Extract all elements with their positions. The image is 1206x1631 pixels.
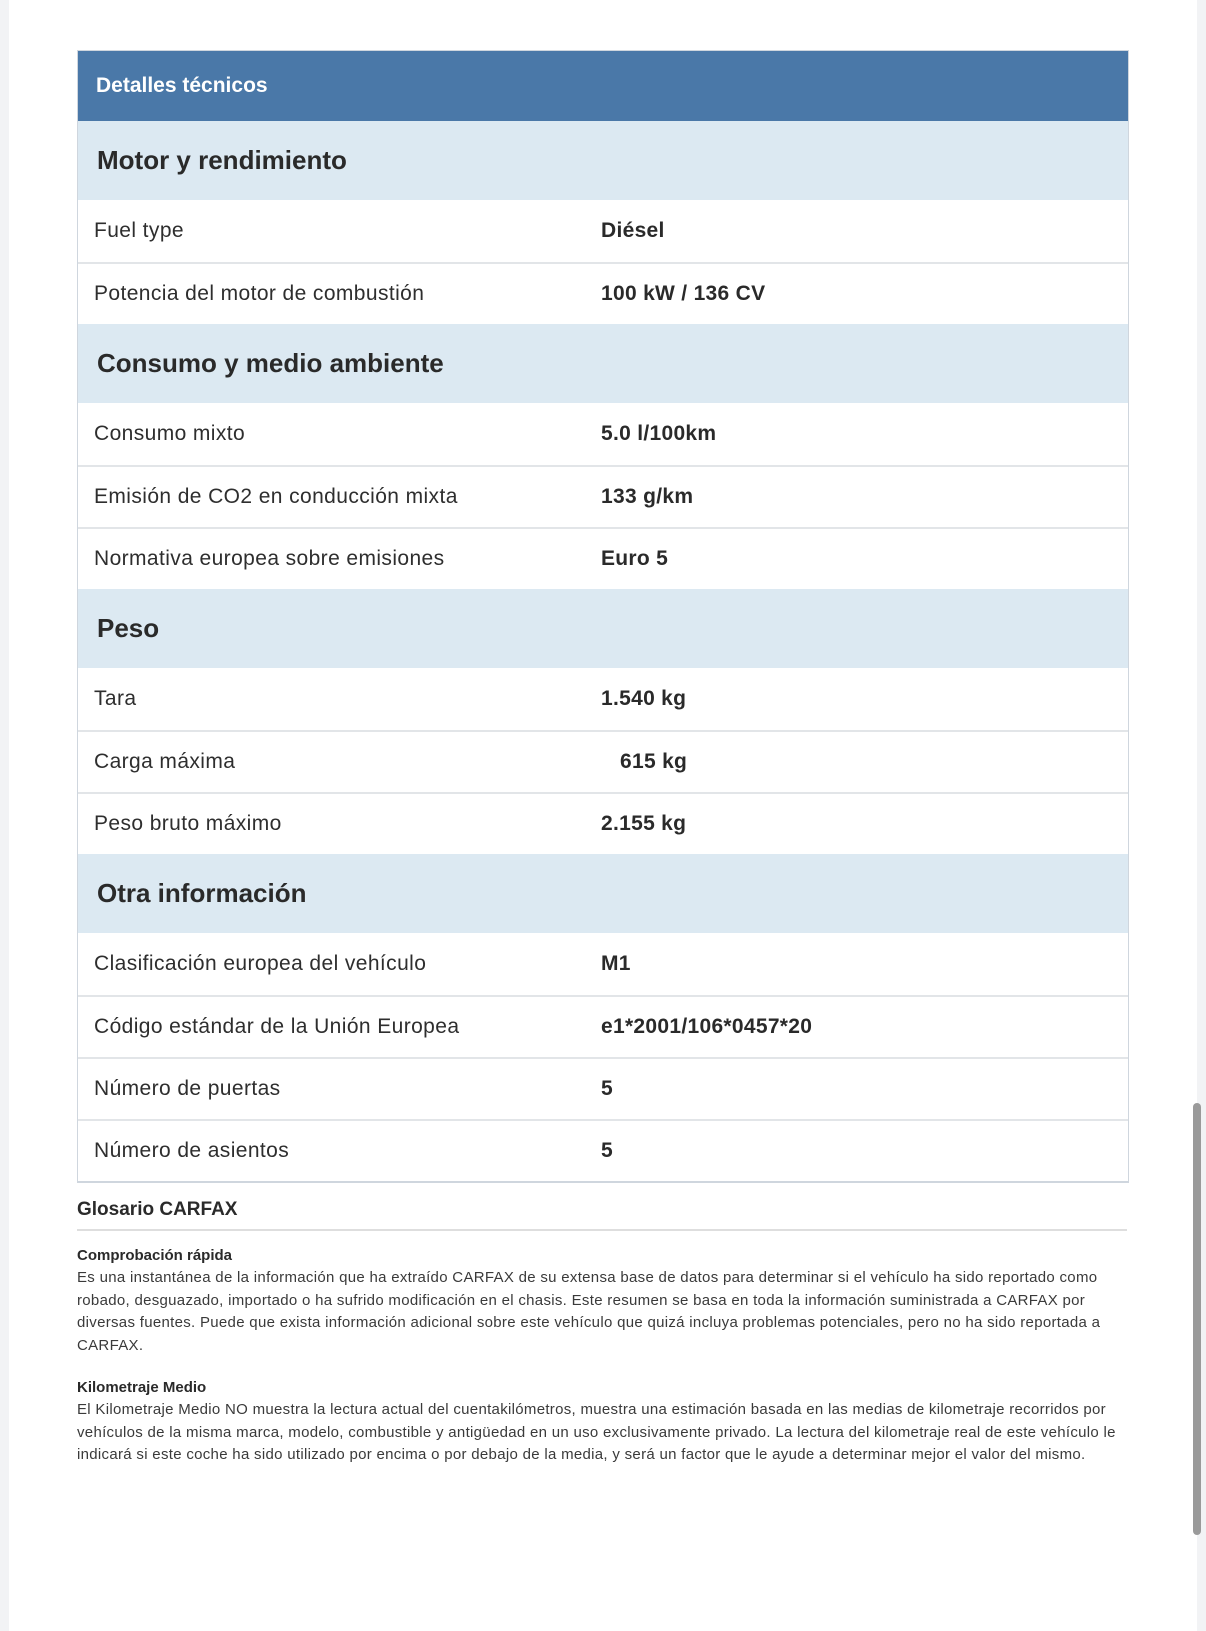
- section-heading: [78, 589, 1128, 668]
- spec-value: 100 kW / 136 CV: [601, 282, 766, 305]
- section-heading: [78, 854, 1128, 933]
- glossary-entry: [77, 1379, 1127, 1467]
- glossary-entry: [77, 1247, 1127, 1357]
- spec-label: Peso bruto máximo: [94, 812, 282, 835]
- spec-value: e1*2001/106*0457*20: [601, 1015, 813, 1038]
- spec-value: 5.0 l/100km: [601, 422, 717, 445]
- spec-row: [78, 668, 1128, 730]
- section-heading: [78, 121, 1128, 200]
- spec-label: Código estándar de la Unión Europea: [94, 1015, 460, 1038]
- spec-label: Normativa europea sobre emisiones: [94, 547, 445, 570]
- spec-row: [78, 403, 1128, 465]
- spec-label: Tara: [94, 687, 137, 710]
- spec-value: Euro 5: [601, 547, 669, 570]
- spec-label: Carga máxima: [94, 750, 236, 773]
- panel-header: [78, 51, 1128, 121]
- panel-title: Detalles técnicos: [96, 74, 268, 97]
- spec-value: 2.155 kg: [601, 812, 687, 835]
- spec-value: Diésel: [601, 219, 665, 242]
- spec-value: 133 g/km: [601, 485, 694, 508]
- spec-row: [78, 1119, 1128, 1181]
- spec-value: 615 kg: [620, 750, 688, 773]
- spec-label: Consumo mixto: [94, 422, 246, 445]
- technical-details-panel: [77, 50, 1129, 1183]
- spec-row: [78, 200, 1128, 262]
- spec-label: Clasificación europea del vehículo: [94, 952, 427, 975]
- section-heading-text: Motor y rendimiento: [97, 145, 347, 175]
- glossary-definition: El Kilometraje Medio NO muestra la lectura actual del cuentakilómetros, muestra una estimación basada en las medias de kilometraje recorridos por vehículos de la misma marca, modelo, combustible y antigüedad en un uso exclusivamente privado. La lectura del kilometraje real de este vehículo le indicará si este coche ha sido utilizado por encima o por debajo de la media, y será un factor que le ayude a determinar mejor el valor del mismo.: [77, 1401, 1116, 1463]
- spec-row: [78, 792, 1128, 854]
- glossary: [77, 1199, 1127, 1467]
- spec-row: [78, 933, 1128, 995]
- scrollbar-thumb[interactable]: [1193, 1103, 1201, 1535]
- spec-label: Emisión de CO2 en conducción mixta: [94, 485, 458, 508]
- spec-row: [78, 465, 1128, 527]
- spec-label: Fuel type: [94, 219, 184, 242]
- spec-value: 5: [601, 1139, 613, 1162]
- spec-label: Número de asientos: [94, 1139, 290, 1162]
- glossary-term: Comprobación rápida: [77, 1247, 233, 1264]
- glossary-title: Glosario CARFAX: [77, 1199, 1127, 1231]
- section-heading: [78, 324, 1128, 403]
- glossary-term: Kilometraje Medio: [77, 1379, 207, 1396]
- spec-label: Potencia del motor de combustión: [94, 282, 425, 305]
- section-heading-text: Peso: [97, 613, 160, 643]
- section-heading-text: Consumo y medio ambiente: [97, 348, 444, 378]
- spec-row: [78, 527, 1128, 589]
- spec-row: [78, 1057, 1128, 1119]
- section-heading-text: Otra información: [97, 878, 307, 908]
- spec-row: [78, 995, 1128, 1057]
- spec-value: 5: [601, 1077, 613, 1100]
- spec-row: [78, 262, 1128, 324]
- spec-value: M1: [601, 952, 631, 975]
- glossary-definition: Es una instantánea de la información que ha extraído CARFAX de su extensa base de datos para determinar si el vehículo ha sido reportado como robado, desguazado, importado o ha sufrido modificación en el chasis. Este resumen se basa en toda la información suministrada a CARFAX por diversas fuentes. Puede que exista información adicional sobre este vehículo que quizá incluya problemas potenciales, pero no ha sido reportada a CARFAX.: [77, 1269, 1101, 1354]
- spec-label: Número de puertas: [94, 1077, 281, 1100]
- spec-value: 1.540 kg: [601, 687, 687, 710]
- spec-row: [78, 730, 1128, 792]
